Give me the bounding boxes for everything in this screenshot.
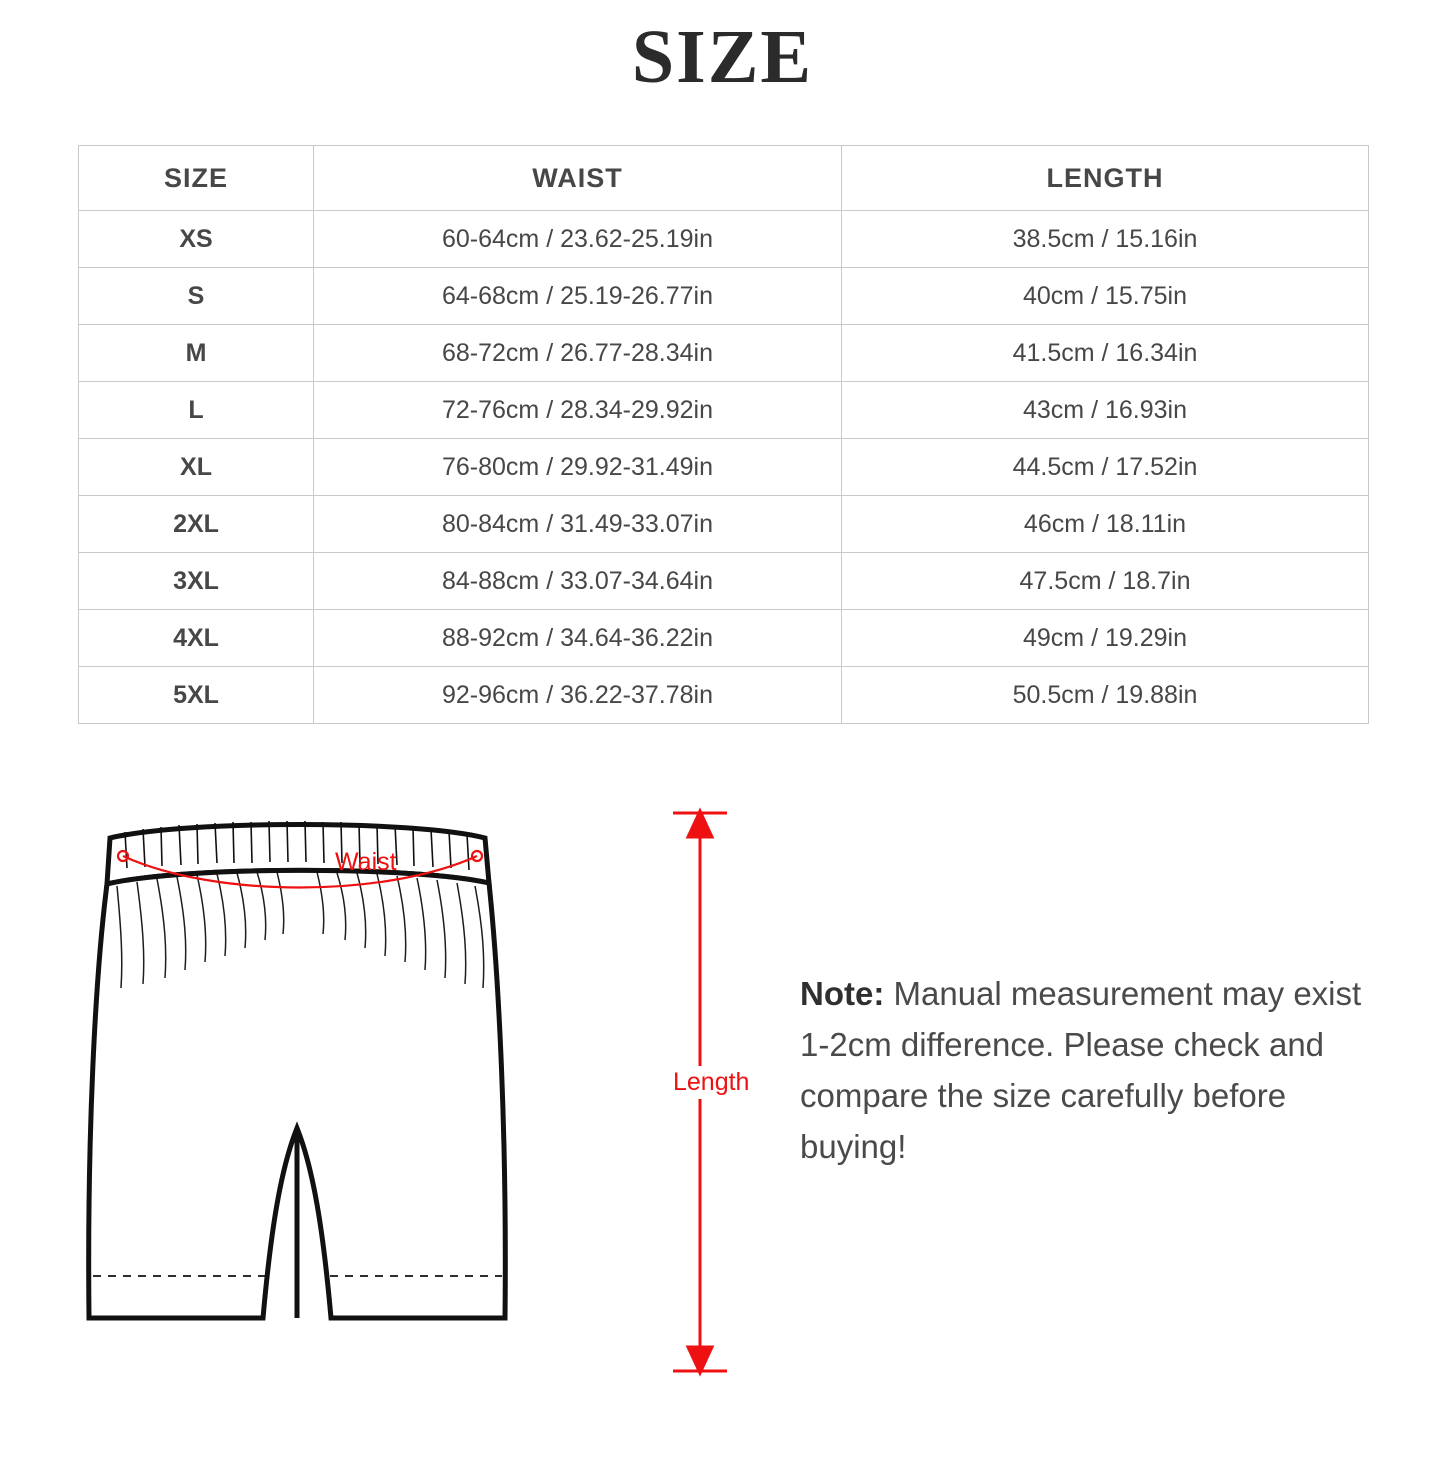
cell-length: 46cm / 18.11in	[842, 496, 1369, 553]
table-row	[79, 553, 1369, 610]
table-row	[79, 268, 1369, 325]
cell-size: S	[79, 268, 314, 325]
cell-length: 41.5cm / 16.34in	[842, 325, 1369, 382]
cell-size: 2XL	[79, 496, 314, 553]
cell-waist: 64-68cm / 25.19-26.77in	[314, 268, 842, 325]
cell-length: 47.5cm / 18.7in	[842, 553, 1369, 610]
cell-length: 40cm / 15.75in	[842, 268, 1369, 325]
column-header-size: SIZE	[79, 146, 314, 211]
note-prefix: Note:	[800, 975, 885, 1012]
table-row	[79, 667, 1369, 724]
waist-dimension-label: Waist	[335, 848, 397, 876]
table-row	[79, 211, 1369, 268]
note-text	[800, 968, 1370, 1173]
table-row	[79, 382, 1369, 439]
cell-size: L	[79, 382, 314, 439]
note-body: Manual measurement may exist 1-2cm difference. Please check and compare the size carefully before buying!	[800, 975, 1362, 1166]
cell-waist: 84-88cm / 33.07-34.64in	[314, 553, 842, 610]
cell-length: 49cm / 19.29in	[842, 610, 1369, 667]
length-dimension-label: Length	[672, 1066, 750, 1099]
cell-waist: 80-84cm / 31.49-33.07in	[314, 496, 842, 553]
cell-waist: 88-92cm / 34.64-36.22in	[314, 610, 842, 667]
column-header-waist: WAIST	[314, 146, 842, 211]
cell-length: 38.5cm / 15.16in	[842, 211, 1369, 268]
page-title: SIZE	[631, 15, 814, 99]
cell-waist: 72-76cm / 28.34-29.92in	[314, 382, 842, 439]
table-row	[79, 610, 1369, 667]
cell-length: 43cm / 16.93in	[842, 382, 1369, 439]
cell-size: 3XL	[79, 553, 314, 610]
cell-size: 5XL	[79, 667, 314, 724]
cell-size: XS	[79, 211, 314, 268]
shorts-illustration-icon	[85, 798, 665, 1378]
cell-waist: 68-72cm / 26.77-28.34in	[314, 325, 842, 382]
measurement-diagram	[0, 778, 1445, 1418]
cell-waist: 92-96cm / 36.22-37.78in	[314, 667, 842, 724]
size-chart-table	[78, 145, 1368, 724]
table-row	[79, 325, 1369, 382]
cell-waist: 76-80cm / 29.92-31.49in	[314, 439, 842, 496]
cell-size: 4XL	[79, 610, 314, 667]
column-header-length: LENGTH	[842, 146, 1369, 211]
table-row	[79, 496, 1369, 553]
table-header-row	[79, 146, 1369, 211]
cell-waist: 60-64cm / 23.62-25.19in	[314, 211, 842, 268]
table-row	[79, 439, 1369, 496]
cell-length: 44.5cm / 17.52in	[842, 439, 1369, 496]
cell-length: 50.5cm / 19.88in	[842, 667, 1369, 724]
cell-size: M	[79, 325, 314, 382]
cell-size: XL	[79, 439, 314, 496]
